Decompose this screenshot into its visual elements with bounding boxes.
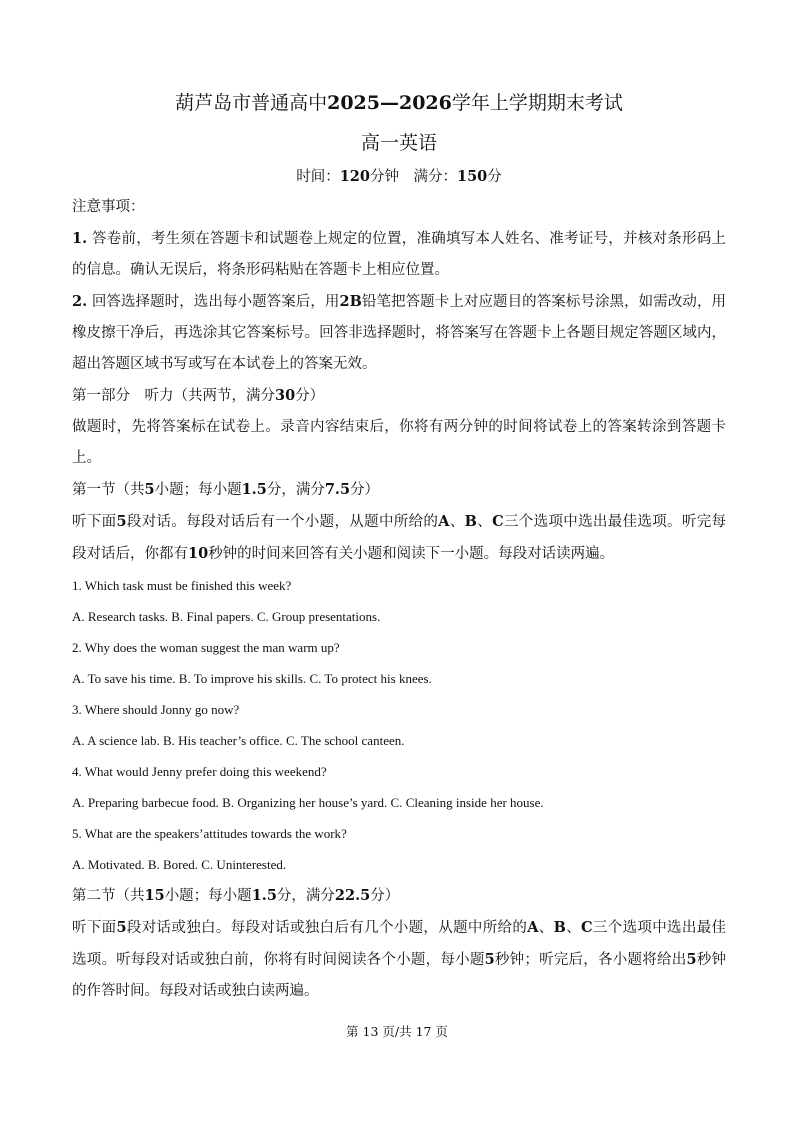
section1-heading: 第一节（共5小题；每小题1.5分，满分7.5分） [72, 481, 380, 498]
question-options: A. To save his time. B. To improve his skills. C. To protect his knees. [72, 671, 432, 686]
question-text: 5. What are the speakers’attitudes towards the work? [72, 826, 347, 841]
notes-item-1: 1. 答卷前，考生须在答题卡和试题卷上规定的位置，准确填写本人姓名、准考证号，并核对条形码上的信息。确认无误后，将条形码粘贴在答题卡上相应位置。 [72, 230, 726, 278]
part1-instruction: 做题时，先将答案标在试卷上。录音内容结束后，你将有两分钟的时间将试卷上的答案转涂到答题卡上。 [72, 419, 726, 466]
part1-heading: 第一部分 听力（共两节，满分30分） [72, 387, 325, 404]
exam-page [72, 88, 726, 1007]
section1-instruction: 听下面5段对话。每段对话后有一个小题，从题中所给的A、B、C三个选项中选出最佳选项。听完每段对话后，你都有10秒钟的时间来回答有关小题和阅读下一小题。每段对话读两遍。 [72, 513, 727, 562]
question-text: 4. What would Jenny prefer doing this weekend? [72, 764, 327, 779]
notes-heading: 注意事项： [72, 199, 145, 215]
time-score-info: 时间：120分钟 满分：150分 [296, 168, 502, 185]
question-text: 3. Where should Jonny go now? [72, 702, 240, 717]
exam-subject: 高一英语 [360, 132, 437, 154]
notes-item-2: 2. 回答选择题时，选出每小题答案后，用2B铅笔把答题卡上对应题目的答案标号涂黑，如需改动，用橡皮擦干净后，再选涂其它答案标号。回答非选择题时，将答案写在答题卡上各题目规定答题区域内，超出答题区域书写或写在本试卷上的答案无效。 [72, 293, 727, 372]
page-footer: 第 13 页/共 17 页 [346, 1024, 448, 1039]
question-options: A. Motivated. B. Bored. C. Uninterested. [72, 857, 287, 872]
exam-title: 葫芦岛市普通高中2025—2026学年上学期期末考试 [175, 92, 623, 114]
section2-heading: 第二节（共15小题；每小题1.5分，满分22.5分） [72, 887, 400, 904]
question-text: 2. Why does the woman suggest the man warm up? [72, 640, 340, 655]
question-options: A. Preparing barbecue food. B. Organizing her house’s yard. C. Cleaning inside her house. [72, 795, 544, 810]
section2-instruction: 听下面5段对话或独白。每段对话或独白后有几个小题，从题中所给的A、B、C三个选项中选出最佳选项。听每段对话或独白前，你将有时间阅读各个小题，每小题5秒钟；听完后，各小题将给出5秒钟的作答时间。每段对话或独白读两遍。 [72, 919, 727, 999]
question-text: 1. Which task must be finished this week? [72, 578, 292, 593]
question-options: A. A science lab. B. His teacher’s office. C. The school canteen. [72, 733, 405, 748]
question-options: A. Research tasks. B. Final papers. C. Group presentations. [72, 609, 381, 624]
